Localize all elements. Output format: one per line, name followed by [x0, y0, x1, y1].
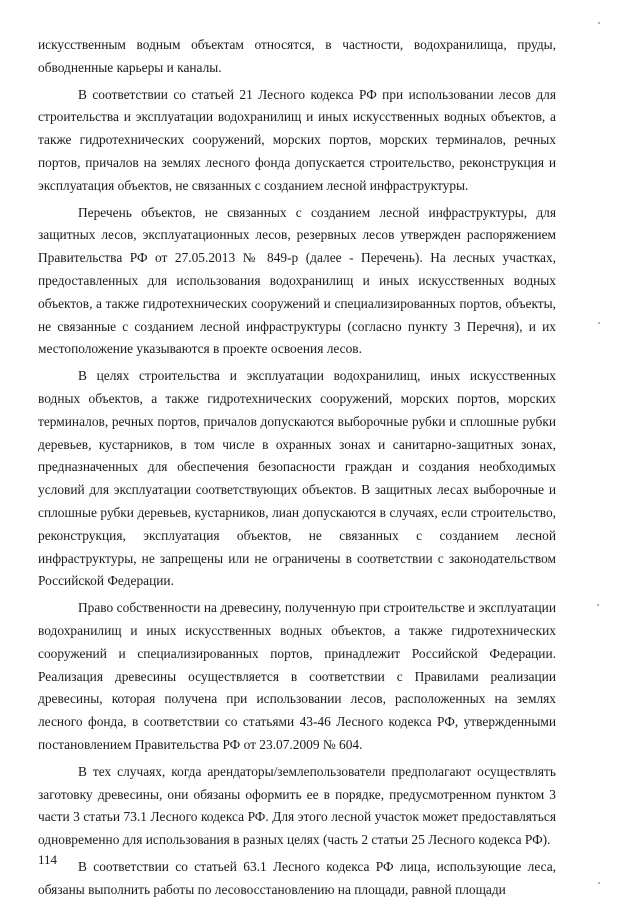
paragraph-1: искусственным водным объектам относятся, в частности, водохранилища, пруды, обводненные карьеры и каналы. — [38, 37, 556, 75]
paragraph-2: В соответствии со статьей 21 Лесного кодекса РФ при использовании лесов для строительства и эксплуатации водохранилищ и иных искусственных водных объектов, а также гидротехнических сооружений, морских портов, морских терминалов, речных портов, причалов на землях лесного фонда допускается строительство, реконструкция и эксплуатация объектов, не связанных с созданием лесной инфраструктуры. — [38, 86, 556, 193]
paragraph-3: Перечень объектов, не связанных с созданием лесной инфраструктуры, для защитных лесов, эксплуатационных лесов, резервных лесов утвержден распоряжением Правительства РФ от 27.05.2013 № 849-р (далее - Перечень). На лесных участках, предоставленных для использования водохранилищ и иных искусственных водных объектов, а также гидротехнических сооружений и специализированных портов, объекты, не связанные с созданием лесной инфраструктуры (согласно пункту 3 Перечня), и их местоположение указываются в проекте освоения лесов. — [38, 204, 556, 357]
paragraph-7: В соответствии со статьей 63.1 Лесного кодекса РФ лица, использующие леса, обязаны выполнить работы по лесовосстановлению на площади, равной площади — [38, 858, 556, 897]
scan-speck — [597, 604, 599, 606]
scan-speck — [598, 322, 600, 324]
document-body — [38, 34, 556, 901]
paragraph-4: В целях строительства и эксплуатации водохранилищ, иных искусственных водных объектов, а также гидротехнических сооружений, морских портов, морских терминалов, речных портов, причалов допускаются выборочные рубки и сплошные рубки деревьев, кустарников, в том числе в охранных зонах и санитарно-защитных зонах, предназначенных для обеспечения безопасности граждан и создания необходимых условий для эксплуатации соответствующих объектов. В защитных лесах выборочные и сплошные рубки деревьев, кустарников, лиан допускаются в случаях, если строительство, реконструкция, эксплуатация объектов, не связанных с созданием лесной инфраструктуры, не запрещены или не ограничены в соответствии с законодательством Российской Федерации. — [38, 368, 556, 589]
paragraph-5: Право собственности на древесину, полученную при строительстве и эксплуатации водохранилищ и иных искусственных водных объектов, а также гидротехнических сооружений и специализированных портов, принадлежит Российской Федерации. Реализация древесины осуществляется в соответствии с Правилами реализации древесины, которая получена при использовании лесов, расположенных на землях лесного фонда, в соответствии со статьями 43-46 Лесного кодекса РФ, утвержденными постановлением Правительства РФ от 23.07.2009 № 604. — [38, 600, 556, 752]
scan-speck — [598, 22, 600, 24]
page-number: 114 — [38, 852, 58, 867]
paragraph-6: В тех случаях, когда арендаторы/землепользователи предполагают осуществлять заготовку древесины, они обязаны оформить ее в порядке, предусмотренном пунктом 3 части 3 статьи 73.1 Лесного кодекса РФ. Для этого лесной участок может предоставляться одновременно для использования в разных целях (часть 2 статьи 25 Лесного кодекса РФ). — [38, 763, 556, 848]
scan-speck — [598, 882, 600, 884]
